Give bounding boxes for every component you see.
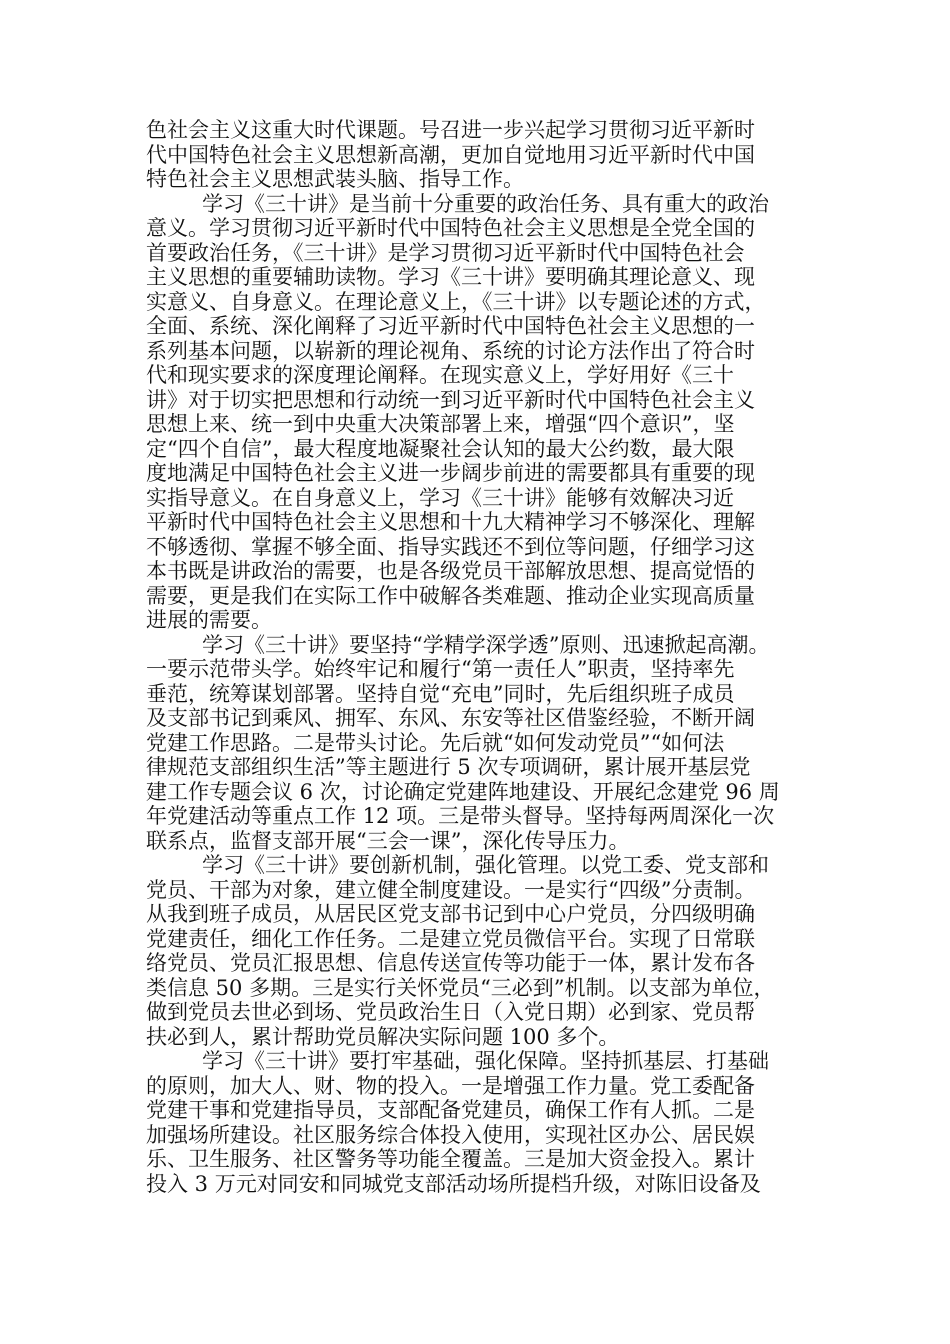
- text-line: 扶必到人，累计帮助党员解决实际问题 100 多个。: [146, 1024, 620, 1049]
- text-line: 从我到班子成员，从居民区党支部书记到中心户党员，分四级明确: [146, 902, 755, 926]
- text-line: 党建责任，细化工作任务。二是建立党员微信平台。实现了日常联: [146, 926, 755, 951]
- text-line: 代中国特色社会主义思想新高潮，更加自觉地用习近平新时代中国: [146, 142, 755, 167]
- text-line: 度地满足中国特色社会主义进一步阔步前进的需要都具有重要的现: [146, 461, 755, 485]
- text-line: 一要示范带头学。始终牢记和履行“第一责任人”职责，坚持率先: [146, 657, 735, 681]
- paragraph-first-line: 学习《三十讲》要创新机制，强化管理。以党工委、党支部和: [202, 853, 769, 877]
- text-line: 做到党员去世必到场、党员政治生日（入党日期）必到家、党员帮: [146, 1000, 755, 1024]
- text-line: 投入 3 万元对同安和同城党支部活动场所提档升级，对陈旧设备及: [146, 1171, 761, 1196]
- text-line: 年党建活动等重点工作 12 项。三是带头督导。坚持每两周深化一次: [146, 804, 775, 828]
- text-line: 平新时代中国特色社会主义思想和十九大精神学习不够深化、理解: [146, 510, 755, 534]
- paragraph-first-line: 学习《三十讲》要打牢基础，强化保障。坚持抓基层、打基础: [202, 1049, 769, 1073]
- text-line: 实意义、自身意义。在理论意义上，《三十讲》以专题论述的方式，: [146, 289, 766, 314]
- text-line: 党建工作思路。二是带头讨论。先后就“如何发动党员”“如何法: [146, 730, 725, 755]
- text-line: 不够透彻、掌握不够全面、指导实践还不到位等问题，仔细学习这: [146, 534, 755, 559]
- document-body: [146, 118, 806, 1196]
- text-line: 定“四个自信”，最大程度地凝聚社会认知的最大公约数，最大限: [146, 436, 735, 461]
- text-line: 系列基本问题，以崭新的理论视角、系统的讨论方法作出了符合时: [146, 338, 755, 363]
- text-line: 特色社会主义思想武装头脑、指导工作。: [146, 167, 524, 191]
- text-line: 络党员、党员汇报思想、信息传送宣传等功能于一体，累计发布各: [146, 951, 755, 975]
- text-line: 进展的需要。: [146, 608, 272, 632]
- text-line: 实指导意义。在自身意义上，学习《三十讲》能够有效解决习近: [146, 485, 734, 510]
- text-line: 建工作专题会议 6 次，讨论确定党建阵地建设、开展纪念建党 96 周: [146, 779, 780, 804]
- text-line: 本书既是讲政治的需要，也是各级党员干部解放思想、提高觉悟的: [146, 559, 755, 583]
- text-line: 乐、卫生服务、社区警务等功能全覆盖。三是加大资金投入。累计: [146, 1147, 755, 1171]
- text-line: 类信息 50 多期。三是实行关怀党员“三必到”机制。以支部为单位，: [146, 975, 775, 1000]
- text-line: 律规范支部组织生活”等主题进行 5 次专项调研，累计展开基层党: [146, 755, 751, 779]
- text-line: 主义思想的重要辅助读物。学习《三十讲》要明确其理论意义、现: [146, 265, 755, 289]
- paragraph-first-line: 学习《三十讲》要坚持“学精学深学透”原则、迅速掀起高潮。: [202, 632, 770, 657]
- text-line: 加强场所建设。社区服务综合体投入使用，实现社区办公、居民娱: [146, 1122, 755, 1147]
- text-line: 垂范，统筹谋划部署。坚持自觉“充电”同时，先后组织班子成员: [146, 681, 735, 706]
- paragraph-first-line: 学习《三十讲》是当前十分重要的政治任务、具有重大的政治: [202, 191, 769, 216]
- text-line: 色社会主义这重大时代课题。号召进一步兴起学习贯彻习近平新时: [146, 118, 755, 142]
- text-line: 首要政治任务，《三十讲》是学习贯彻习近平新时代中国特色社会: [146, 240, 745, 265]
- text-line: 联系点，监督支部开展“三会一课”，深化传导压力。: [146, 828, 630, 853]
- text-line: 讲》对于切实把思想和行动统一到习近平新时代中国特色社会主义: [146, 387, 755, 412]
- text-line: 需要，更是我们在实际工作中破解各类难题、推动企业实现高质量: [146, 583, 755, 608]
- text-line: 及支部书记到乘风、拥军、东风、东安等社区借鉴经验，不断开阔: [146, 706, 755, 730]
- text-line: 意义。学习贯彻习近平新时代中国特色社会主义思想是全党全国的: [146, 216, 755, 240]
- text-line: 党建干事和党建指导员，支部配备党建员，确保工作有人抓。二是: [146, 1098, 755, 1122]
- text-line: 的原则，加大人、财、物的投入。一是增强工作力量。党工委配备: [146, 1073, 755, 1098]
- text-line: 党员、干部为对象，建立健全制度建设。一是实行“四级”分责制。: [146, 877, 756, 902]
- text-line: 思想上来、统一到中央重大决策部署上来，增强“四个意识”，坚: [146, 412, 735, 436]
- text-line: 全面、系统、深化阐释了习近平新时代中国特色社会主义思想的一: [146, 314, 755, 338]
- text-line: 代和现实要求的深度理论阐释。在现实意义上，学好用好《三十: [146, 363, 734, 387]
